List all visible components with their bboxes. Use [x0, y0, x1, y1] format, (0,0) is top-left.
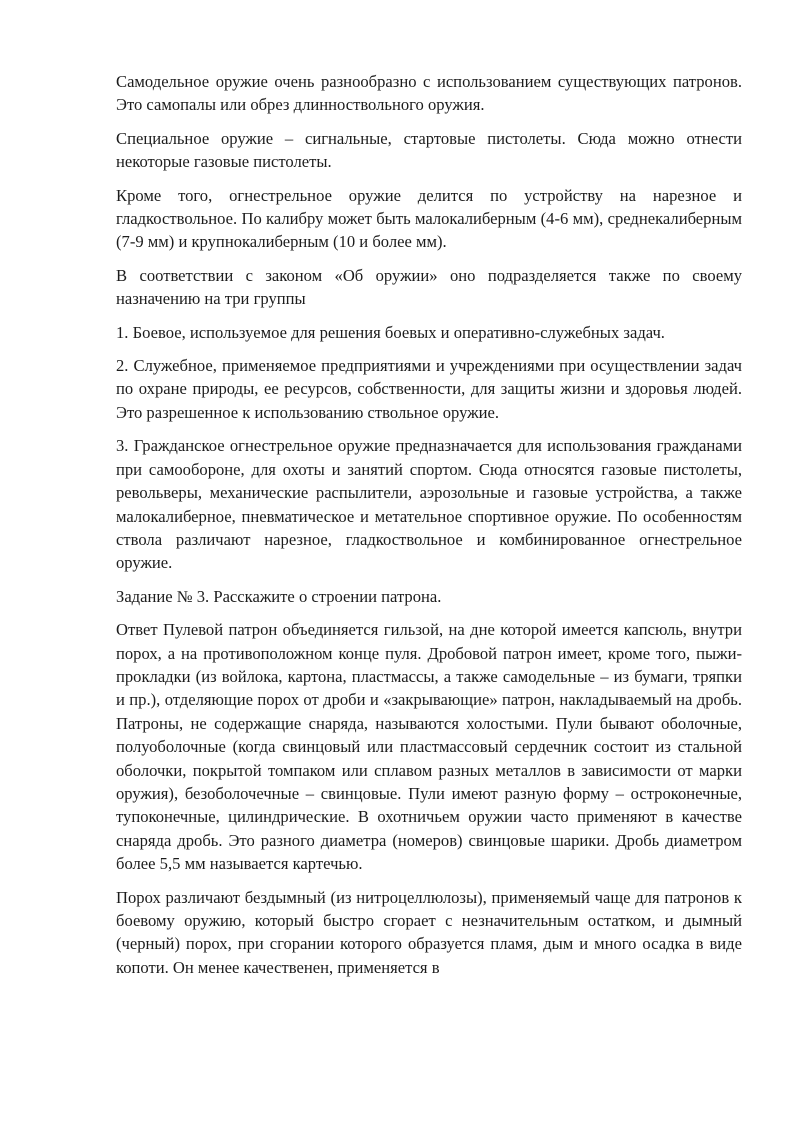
task-heading: Задание № 3. Расскажите о строении патрона.	[116, 586, 442, 606]
paragraph-homemade-weapons: Самодельное оружие очень разнообразно с использованием существующих патронов. Это самопалы или обрез длинноствольного оружия.	[116, 72, 742, 115]
paragraph-barrel-caliber: Кроме того, огнестрельное оружие делится по устройству на нарезное и гладкоствольное. По калибру может быть малокалиберным (4-6 мм), среднекалиберным (7-9 мм) и крупнокалиберным (10 и более мм).	[116, 185, 742, 252]
paragraph-answer-cartridge: Ответ Пулевой патрон объединяется гильзой, на дне которой имеется капсюль, внутри порох, а на противоположном конце пуля. Дробовой патрон имеет, кроме того, пыжи-прокладки (из войлока, картона, пластмассы, а также самодельные – из бумаги, тряпки и пр.), отделяющие порох от дроби и «закрывающие» патрон, накладываемый на дробь. Патроны, не содержащие снаряда, называются холостыми. Пули бывают оболочные, полуоболочные (когда свинцовый или пластмассовый сердечник состоит из стальной оболочки, покрытой томпаком или сплавом разных металлов в зависимости от марки оружия), безоболочечные – свинцовые. Пули имеют разную форму – остроконечные, тупоконечные, цилиндрические. В охотничьем оружии часто применяют в качестве снаряда дробь. Это разного диаметра (номеров) свинцовые шарики. Дробь диаметром более 5,5 мм называется картечью.	[116, 620, 742, 874]
paragraph-gunpowder: Порох различают бездымный (из нитроцеллюлозы), применяемый чаще для патронов к боевому оружию, который быстро сгорает с незначительным остатком, и дымный (черный) порох, при сгорании которого образуется пламя, дым и много осадка в виде копоти. Он менее качественен, применяется в	[116, 887, 742, 977]
list-item-combat: 1. Боевое, используемое для решения боевых и оперативно-служебных задач.	[116, 322, 665, 342]
paragraph-law-groups: В соответствии с законом «Об оружии» оно подразделяется также по своему назначению на три группы	[116, 265, 742, 309]
paragraph-special-weapons: Специальное оружие – сигнальные, стартовые пистолеты. Сюда можно отнести некоторые газовые пистолеты.	[116, 128, 742, 172]
list-item-service: 2. Служебное, применяемое предприятиями и учреждениями при осуществлении задач по охране природы, ее ресурсов, собственности, для защиты жизни и здоровья людей. Это разрешенное к использованию ствольное оружие.	[116, 356, 742, 422]
list-item-civil: 3. Гражданское огнестрельное оружие предназначается для использования гражданами при самообороне, для охоты и занятий спортом. Сюда относятся газовые пистолеты, револьверы, механические распылители, аэрозольные и газовые устройства, а также малокалиберное, пневматическое и метательное спортивное оружие. По особенностям ствола различают нарезное, гладкоствольное и комбинированное огнестрельное оружие.	[116, 436, 742, 573]
document-page	[116, 70, 742, 989]
